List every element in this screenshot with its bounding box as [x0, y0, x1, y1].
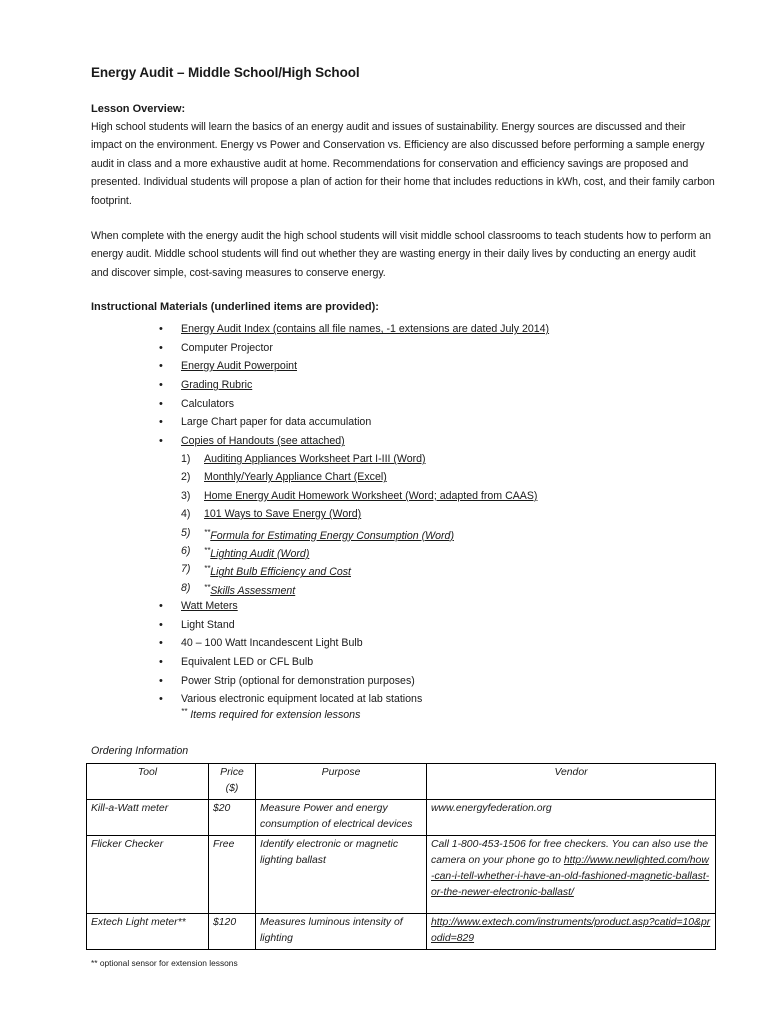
handout-number: 4)	[181, 508, 191, 521]
overview-paragraph-1: High school students will learn the basics of an energy audit and issues of sustainability. Energy sources are discussed and their impact on the environment. Energy vs Power and Conservation vs. Efficiency are also discussed before performing a sample energy audit in class and a more exhaustive audit at home. Recommendations for conservation and efficiency savings are proposed and presented. Individual students will propose a plan of action for their home that includes reductions in kWh, cost, and their family carbon footprint.	[91, 121, 715, 207]
table-footnote: ** optional sensor for extension lessons	[91, 958, 238, 968]
column-header-price: Price ($)	[209, 764, 256, 800]
handout-number: 1)	[181, 453, 191, 465]
list-item	[91, 376, 715, 395]
list-item-text: Power Strip (optional for demonstration purposes)	[181, 674, 415, 687]
vendor-cell	[427, 836, 716, 914]
handout-link[interactable]: Lighting Audit (Word)	[210, 547, 310, 560]
materials-list-bottom	[91, 597, 715, 709]
table-row	[87, 800, 716, 836]
asterisk-marker: **	[181, 707, 188, 716]
handout-number: 6)	[181, 544, 191, 557]
handout-number: 2)	[181, 471, 191, 484]
vendor-text: www.energyfederation.org	[431, 803, 552, 814]
handout-link[interactable]: Formula for Estimating Energy Consumption (Word)	[210, 529, 454, 542]
asterisk-marker: **	[204, 564, 211, 574]
handout-link[interactable]: Light Bulb Efficiency and Cost	[210, 566, 351, 579]
table-header-row	[87, 764, 716, 800]
vendor-link[interactable]: http://www.extech.com/instruments/product.asp?catid=10&prodid=829	[431, 917, 711, 944]
bullet-icon: •	[159, 416, 163, 429]
list-item	[91, 672, 715, 691]
asterisk-marker: **	[204, 582, 211, 592]
page-title: Energy Audit – Middle School/High School	[91, 65, 360, 80]
list-item-text: Calculators	[181, 397, 234, 410]
handouts-list	[91, 450, 715, 597]
bullet-icon: •	[159, 435, 163, 448]
list-item-text: Light Stand	[181, 618, 235, 631]
bullet-icon: •	[159, 397, 163, 410]
handout-link[interactable]: Home Energy Audit Homework Worksheet (Word; adapted from CAAS)	[204, 489, 538, 502]
tool-cell: Flicker Checker	[87, 836, 209, 914]
asterisk-marker: **	[204, 545, 211, 555]
list-item-text: Computer Projector	[181, 341, 273, 354]
bullet-icon: •	[159, 693, 163, 706]
list-item	[91, 616, 715, 635]
vendor-cell	[427, 800, 716, 836]
handout-number: 5)	[181, 526, 191, 539]
price-cell: $20	[209, 800, 256, 836]
bullet-icon: •	[159, 341, 163, 354]
column-header-tool: Tool	[87, 764, 209, 800]
list-item-text: Large Chart paper for data accumulation	[181, 416, 372, 429]
bullet-icon: •	[159, 360, 163, 373]
handout-number: 3)	[181, 489, 191, 502]
vendor-link[interactable]: http://www.newlighted.com/how-can-i-tell-whether-i-have-an-old-fashioned-magnetic-ballast-or-the-newer-electronic-ballast/	[431, 855, 710, 898]
vendor-text: Call 1-800-453-1506 for free checkers. You can also use the camera on your phone go to	[431, 839, 709, 866]
handout-number: 7)	[181, 563, 191, 576]
bullet-icon: •	[159, 674, 163, 687]
extension-note-text: Items required for extension lessons	[190, 709, 361, 721]
list-item	[91, 634, 715, 653]
purpose-cell: Identify electronic or magnetic lighting ballast	[256, 836, 427, 914]
bullet-icon: •	[159, 379, 163, 392]
list-item	[91, 653, 715, 672]
list-item-text: Various electronic equipment located at lab stations	[181, 693, 423, 706]
list-item-text[interactable]: Watt Meters	[181, 600, 238, 612]
handout-item	[91, 487, 715, 505]
list-item-text[interactable]: Grading Rubric	[181, 379, 253, 392]
handout-link[interactable]: Auditing Appliances Worksheet Part I-III (Word)	[204, 453, 426, 465]
table-row	[87, 914, 716, 950]
table-row	[87, 836, 716, 914]
overview-paragraph-2: When complete with the energy audit the high school students will visit middle school classrooms to teach students how to perform an energy audit. Middle school students will find out whether they are wasting energy in their daily lives by conducting an energy audit and discover simple, cost-saving measures to conserve energy.	[91, 230, 711, 279]
list-item	[91, 357, 715, 376]
list-item	[91, 320, 715, 339]
list-item-text[interactable]: Energy Audit Powerpoint	[181, 360, 298, 373]
handout-item	[91, 579, 715, 597]
list-item	[91, 339, 715, 358]
handout-number: 8)	[181, 581, 191, 594]
bullet-icon: •	[159, 323, 163, 335]
bullet-icon: •	[159, 618, 163, 631]
handout-item	[91, 560, 715, 578]
asterisk-marker: **	[204, 527, 211, 537]
overview-heading: Lesson Overview:	[91, 103, 186, 115]
handout-link[interactable]: 101 Ways to Save Energy (Word)	[204, 508, 362, 521]
tool-cell: Kill-a-Watt meter	[87, 800, 209, 836]
handout-item	[91, 524, 715, 542]
bullet-icon: •	[159, 656, 163, 669]
list-item-text: Equivalent LED or CFL Bulb	[181, 656, 314, 669]
price-cell: Free	[209, 836, 256, 914]
list-item-text: 40 – 100 Watt Incandescent Light Bulb	[181, 637, 363, 650]
handout-item	[91, 542, 715, 560]
vendor-cell	[427, 914, 716, 950]
materials-list-top	[91, 320, 715, 451]
extension-note	[181, 707, 360, 721]
purpose-cell: Measures luminous intensity of lighting	[256, 914, 427, 950]
handout-item	[91, 505, 715, 523]
column-header-purpose: Purpose	[256, 764, 427, 800]
list-item	[91, 597, 715, 616]
handout-item	[91, 450, 715, 468]
tool-cell: Extech Light meter**	[87, 914, 209, 950]
column-header-vendor: Vendor	[427, 764, 716, 800]
purpose-cell: Measure Power and energy consumption of electrical devices	[256, 800, 427, 836]
list-item	[91, 413, 715, 432]
handout-link[interactable]: Monthly/Yearly Appliance Chart (Excel)	[204, 471, 387, 484]
bullet-icon: •	[159, 600, 163, 612]
bullet-icon: •	[159, 637, 163, 650]
ordering-heading: Ordering Information	[91, 745, 189, 757]
list-item	[91, 432, 715, 451]
list-item	[91, 395, 715, 414]
handout-item	[91, 468, 715, 486]
list-item-text[interactable]: Copies of Handouts (see attached)	[181, 435, 345, 448]
ordering-table	[86, 763, 716, 950]
list-item-text[interactable]: Energy Audit Index (contains all file names, -1 extensions are dated July 2014)	[181, 323, 550, 335]
handout-link[interactable]: Skills Assessment	[210, 584, 296, 597]
price-cell: $120	[209, 914, 256, 950]
materials-heading: Instructional Materials (underlined items are provided):	[91, 301, 379, 313]
